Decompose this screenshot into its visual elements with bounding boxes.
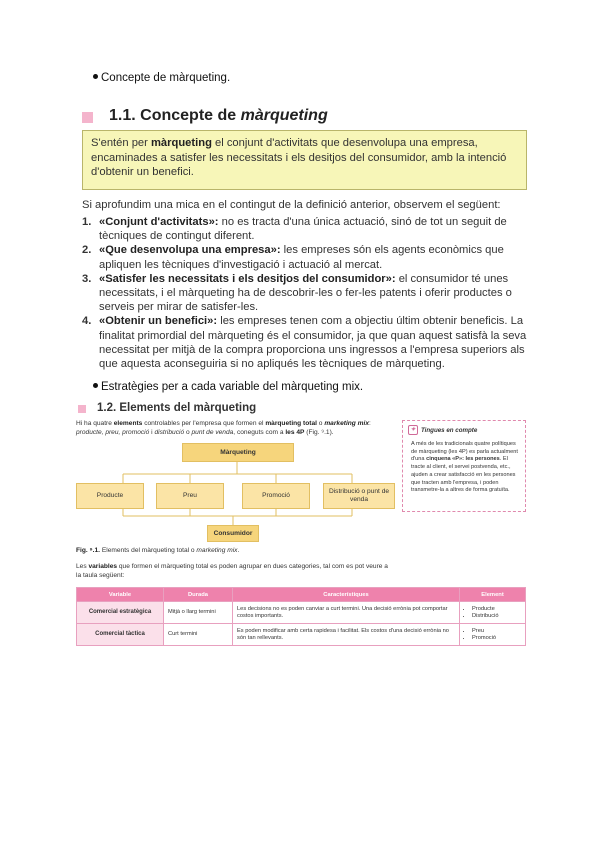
section-title-italic: màrqueting bbox=[240, 107, 328, 124]
s2-intro-e: o bbox=[316, 420, 325, 427]
section2-title bbox=[97, 402, 256, 414]
definition-text-1: S'entén per bbox=[91, 137, 151, 149]
table-header: Durada bbox=[164, 588, 233, 602]
marketing-mix-diagram bbox=[76, 440, 398, 543]
table-element-item: • Promoció bbox=[472, 635, 521, 642]
bullet-concept-text: Concepte de màrqueting. bbox=[101, 72, 231, 84]
bullet-dot bbox=[93, 74, 98, 79]
section2-intro bbox=[76, 420, 398, 437]
bullet-strategies bbox=[93, 381, 363, 393]
list-item-text: no es tracta d'una única actuació, sinó de tot un seguit de tècniques de contingut diferent. bbox=[99, 216, 507, 243]
tip-text-1: A més de les tradicionals quatre polítiques de màrqueting (les 4P) es parla actualment d'una bbox=[411, 441, 518, 463]
diagram-node-distribution: Distribució o punt de venda bbox=[323, 483, 395, 509]
figure-caption bbox=[76, 547, 239, 556]
tip-text-2: . El tracte al client, el servei postvenda, etc., ajuden a crear satisfacció en les persones que tracten amb l'empresa, i poden transmetre-la a altres de forma gratuïta. bbox=[411, 456, 516, 494]
section-title-plain: Concepte de bbox=[140, 107, 241, 124]
figure-caption-end: . bbox=[237, 547, 240, 554]
table-intro-a: Les bbox=[76, 563, 89, 570]
bullet-strategies-text: Estratègies per a cada variable del màrqueting mix. bbox=[101, 381, 364, 393]
table-cell-variable: Comercial estratègica bbox=[77, 602, 164, 624]
table-header: Característiques bbox=[233, 588, 460, 602]
tip-text bbox=[408, 441, 520, 495]
list-number: 2. bbox=[82, 244, 92, 257]
s2-intro-a: Hi ha quatre bbox=[76, 420, 114, 427]
table-intro-c: que formen el màrqueting total es poden agrupar en dues categories, tal com es pot veure a la taula següent: bbox=[76, 563, 388, 579]
section2-marker bbox=[78, 405, 86, 413]
s2-intro-i: i bbox=[149, 428, 155, 436]
diagram-node-consumer: Consumidor bbox=[207, 525, 259, 542]
s2-intro-n: les 4P bbox=[285, 428, 305, 436]
list-item bbox=[82, 243, 530, 271]
table-cell-variable: Comercial tàctica bbox=[77, 624, 164, 646]
list-item-keyword: «Conjunt d'activitats»: bbox=[99, 216, 219, 228]
figure-label: Fig. ⁹.1. bbox=[76, 547, 101, 554]
list-number: 3. bbox=[82, 272, 92, 285]
section-title bbox=[109, 107, 328, 125]
table-header: Element bbox=[460, 588, 526, 602]
bullet-dot bbox=[93, 383, 98, 388]
diagram-node-promotion: Promoció bbox=[242, 483, 310, 509]
table-cell-elements bbox=[460, 602, 526, 624]
list-item-keyword: «Que desenvolupa una empresa»: bbox=[99, 244, 281, 257]
bullet-concept bbox=[93, 72, 230, 84]
table-cell-characteristics: Les decisions no es poden canviar a curt termini. Una decisió errònia pot comportar costos importants. bbox=[233, 602, 460, 624]
s2-intro-f: marketing mix bbox=[324, 420, 370, 427]
s2-intro-b: elements bbox=[113, 420, 143, 427]
variables-table bbox=[76, 587, 526, 646]
list-item bbox=[82, 314, 530, 371]
lightbulb-icon: ✦ bbox=[408, 425, 418, 435]
diagram-node-product: Producte bbox=[76, 483, 144, 509]
diagram-node-marketing: Màrqueting bbox=[182, 443, 294, 462]
list-item-text: les empreses són els agents econòmics que apliquen les tècniques d'investigació i actuació al mercat. bbox=[99, 244, 504, 271]
definition-list bbox=[82, 215, 530, 371]
s2-intro-k: o bbox=[184, 428, 192, 436]
list-item-text: les empreses tenen com a objectiu últim obtenir beneficis. La finalitat primordial del màrqueting és el consumidor, ja que quan aquest satisfà la seva necessitat per mitjà de la compra proporciona uns ingressos a l'empresa superiors als que aquesta aconseguiria si no apliqués les tècniques de màrqueting. bbox=[99, 315, 527, 371]
tip-text-bold: cinquena «P»: les persones bbox=[426, 456, 500, 463]
table-cell-characteristics: Es poden modificar amb certa rapidesa i facilitat. Els costos d'una decisió errònia no són tan rellevants. bbox=[233, 624, 460, 646]
list-item-text: el consumidor té unes necessitats, i el màrqueting ha de descobrir-les o fer-les patents i oferir productes o serveis per mirar de satisfer-les. bbox=[99, 272, 512, 314]
definition-box bbox=[82, 130, 527, 190]
s2-intro-o: (Fig. ⁹.1). bbox=[304, 428, 334, 436]
s2-intro-l: punt de venda bbox=[191, 428, 234, 436]
table-element-item: • Distribució bbox=[472, 613, 521, 620]
tip-title: Tingues en compte bbox=[421, 426, 478, 434]
list-item-keyword: «Satisfer les necessitats i els desitjos del consumidor»: bbox=[99, 272, 396, 285]
table-header: Variable bbox=[77, 588, 164, 602]
section2-number: 1.2. bbox=[97, 402, 117, 414]
s2-intro-m: , coneguts com a bbox=[233, 428, 286, 436]
figure-caption-text: Elements del màrqueting total o bbox=[100, 547, 197, 554]
table-element-item: • Preu bbox=[472, 628, 521, 635]
table-intro-b: variables bbox=[88, 563, 118, 570]
table-cell-duration: Mitjà o llarg termini bbox=[164, 602, 233, 624]
table-row bbox=[77, 602, 526, 624]
list-number: 1. bbox=[82, 216, 92, 228]
intro-text: Si aprofundim una mica en el contingut de la definició anterior, observem el següent: bbox=[82, 199, 501, 211]
table-row bbox=[77, 624, 526, 646]
section-marker bbox=[82, 112, 93, 123]
tip-header bbox=[408, 425, 520, 435]
table-element-item: • Producte bbox=[472, 606, 521, 613]
definition-keyword: màrqueting bbox=[150, 137, 212, 149]
s2-intro-j: distribució bbox=[154, 428, 185, 436]
definition-text-2: el conjunt d'activitats que desenvolupa una empresa, encaminades a satisfer les necessitats i els desitjos del consumidor, amb la intenció d'obtenir un benefici. bbox=[91, 137, 507, 178]
list-number: 4. bbox=[82, 315, 92, 328]
list-item bbox=[82, 215, 530, 243]
s2-intro-g: : bbox=[369, 420, 371, 427]
table-cell-duration: Curt termini bbox=[164, 624, 233, 646]
figure-caption-italic: marketing mix bbox=[196, 547, 238, 554]
section-number: 1.1. bbox=[109, 107, 136, 124]
diagram-node-price: Preu bbox=[156, 483, 224, 509]
s2-intro-d: màrqueting total bbox=[265, 420, 317, 427]
table-intro bbox=[76, 563, 394, 580]
list-item-keyword: «Obtenir un benefici»: bbox=[99, 315, 218, 328]
s2-intro-h: producte, preu, promoció bbox=[76, 428, 150, 436]
list-item bbox=[82, 272, 530, 315]
table-header-row bbox=[77, 588, 526, 602]
tip-box bbox=[402, 420, 526, 512]
s2-intro-c: controlables per l'empresa que formen el bbox=[142, 420, 266, 427]
section2-title-text: Elements del màrqueting bbox=[119, 402, 257, 414]
table-cell-elements bbox=[460, 624, 526, 646]
